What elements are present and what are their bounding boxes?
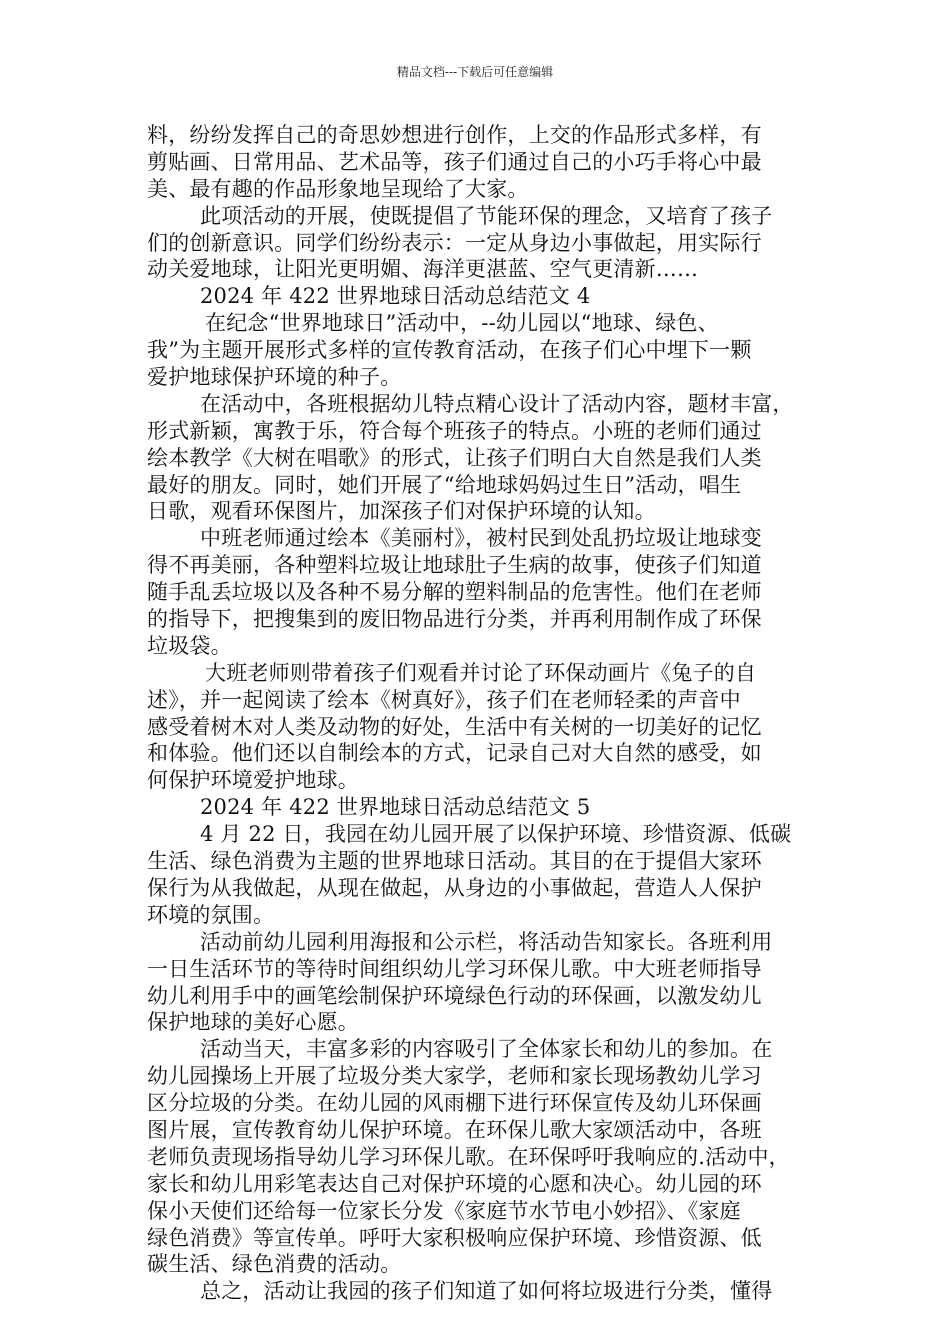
text-line: 保小天使们还给每一位家长分发《家庭节水节电小妙招》、《家庭	[147, 1198, 741, 1223]
text-line: 2024 年 422 世界地球日活动总结范文 4	[200, 284, 591, 309]
text-line: 4 月 22 日，我园在幼儿园开展了以保护环境、珍惜资源、低碳	[200, 822, 792, 847]
text-line: 随手乱丢垃圾以及各种不易分解的塑料制品的危害性。他们在老师	[147, 580, 762, 605]
text-line: 2024 年 422 世界地球日活动总结范文 5	[200, 795, 591, 820]
text-line: 在纪念“世界地球日”活动中，--幼儿园以“地球、绿色、	[205, 311, 719, 336]
text-line: 家长和幼儿用彩笔表达自己对保护环境的心愿和决心。幼儿园的环	[147, 1171, 762, 1196]
text-line: 区分垃圾的分类。在幼儿园的风雨棚下进行环保宣传及幼儿环保画	[147, 1091, 762, 1116]
text-line: 大班老师则带着孩子们观看并讨论了环保动画片《兔子的自	[205, 660, 757, 685]
text-line: 动关爱地球，让阳光更明媚、海洋更湛蓝、空气更清新……	[147, 257, 699, 282]
text-line: 中班老师通过绘本《美丽村》，被村民到处乱扔垃圾让地球变	[200, 526, 762, 551]
text-line: 保护地球的美好心愿。	[147, 1010, 359, 1035]
text-line: 活动前幼儿园利用海报和公示栏，将活动告知家长。各班利用	[200, 929, 773, 954]
text-line: 总之，活动让我园的孩子们知道了如何将垃圾进行分类，懂得	[200, 1279, 773, 1304]
text-line: 一日生活环节的等待时间组织幼儿学习环保儿歌。中大班老师指导	[147, 956, 762, 981]
text-line: 感受着树木对人类及动物的好处，生活中有关树的一切美好的记忆	[147, 714, 762, 739]
text-line: 日歌，观看环保图片，加深孩子们对保护环境的认知。	[147, 499, 656, 524]
text-line: 此项活动的开展，使既提倡了节能环保的理念，又培育了孩子	[200, 203, 773, 228]
text-line: 绘本教学《大树在唱歌》的形式，让孩子们明白大自然是我们人类	[147, 445, 762, 470]
text-line: 绿色消费》等宣传单。呼吁大家积极响应保护环境、珍惜资源、低	[147, 1225, 762, 1250]
document-body	[147, 122, 827, 1305]
text-line: 何保护环境爱护地球。	[147, 768, 359, 793]
text-line: 老师负责现场指导幼儿学习环保儿歌。在环保呼吁我响应的.活动中，	[147, 1144, 790, 1169]
text-line: 幼儿利用手中的画笔绘制保护环境绿色行动的环保画，以激发幼儿	[147, 983, 762, 1008]
text-line: 我”为主题开展形式多样的宣传教育活动，在孩子们心中埋下一颗	[147, 338, 752, 363]
text-line: 爱护地球保护环境的种子。	[147, 365, 402, 390]
text-line: 剪贴画、日常用品、艺术品等，孩子们通过自己的小巧手将心中最	[147, 149, 762, 174]
text-line: 的指导下，把搜集到的废旧物品进行分类，并再利用制作成了环保	[147, 607, 762, 632]
text-line: 在活动中，各班根据幼儿特点精心设计了活动内容，题材丰富，	[200, 391, 794, 416]
text-line: 美、最有趣的作品形象地呈现给了大家。	[147, 176, 529, 201]
text-line: 和体验。他们还以自制绘本的方式，记录自己对大自然的感受，如	[147, 741, 762, 766]
text-line: 环境的氛围。	[147, 902, 275, 927]
text-line: 最好的朋友。同时，她们开展了“给地球妈妈过生日”活动，唱生	[147, 472, 742, 497]
text-line: 垃圾袋。	[147, 633, 232, 658]
text-line: 们的创新意识。同学们纷纷表示：一定从身边小事做起，用实际行	[147, 230, 762, 255]
text-line: 形式新颖，寓教于乐，符合每个班孩子的特点。小班的老师们通过	[147, 418, 762, 443]
text-line: 碳生活、绿色消费的活动。	[147, 1252, 402, 1277]
text-line: 活动当天，丰富多彩的内容吸引了全体家长和幼儿的参加。在	[200, 1037, 773, 1062]
page-header: 精品文档---下载后可任意编辑	[396, 65, 554, 79]
text-line: 得不再美丽，各种塑料垃圾让地球肚子生病的故事，使孩子们知道	[147, 553, 762, 578]
text-line: 生活、绿色消费为主题的世界地球日活动。其目的在于提倡大家环	[147, 849, 762, 874]
text-line: 幼儿园操场上开展了垃圾分类大家学，老师和家长现场教幼儿学习	[147, 1064, 762, 1089]
text-line: 图片展，宣传教育幼儿保护环境。在环保儿歌大家颂活动中，各班	[147, 1117, 762, 1142]
text-line: 料，纷纷发挥自己的奇思妙想进行创作，上交的作品形式多样，有	[147, 123, 762, 147]
text-line: 述》，并一起阅读了绘本《树真好》，孩子们在老师轻柔的声音中	[147, 687, 741, 712]
text-line: 保行为从我做起，从现在做起，从身边的小事做起，营造人人保护	[147, 875, 762, 900]
